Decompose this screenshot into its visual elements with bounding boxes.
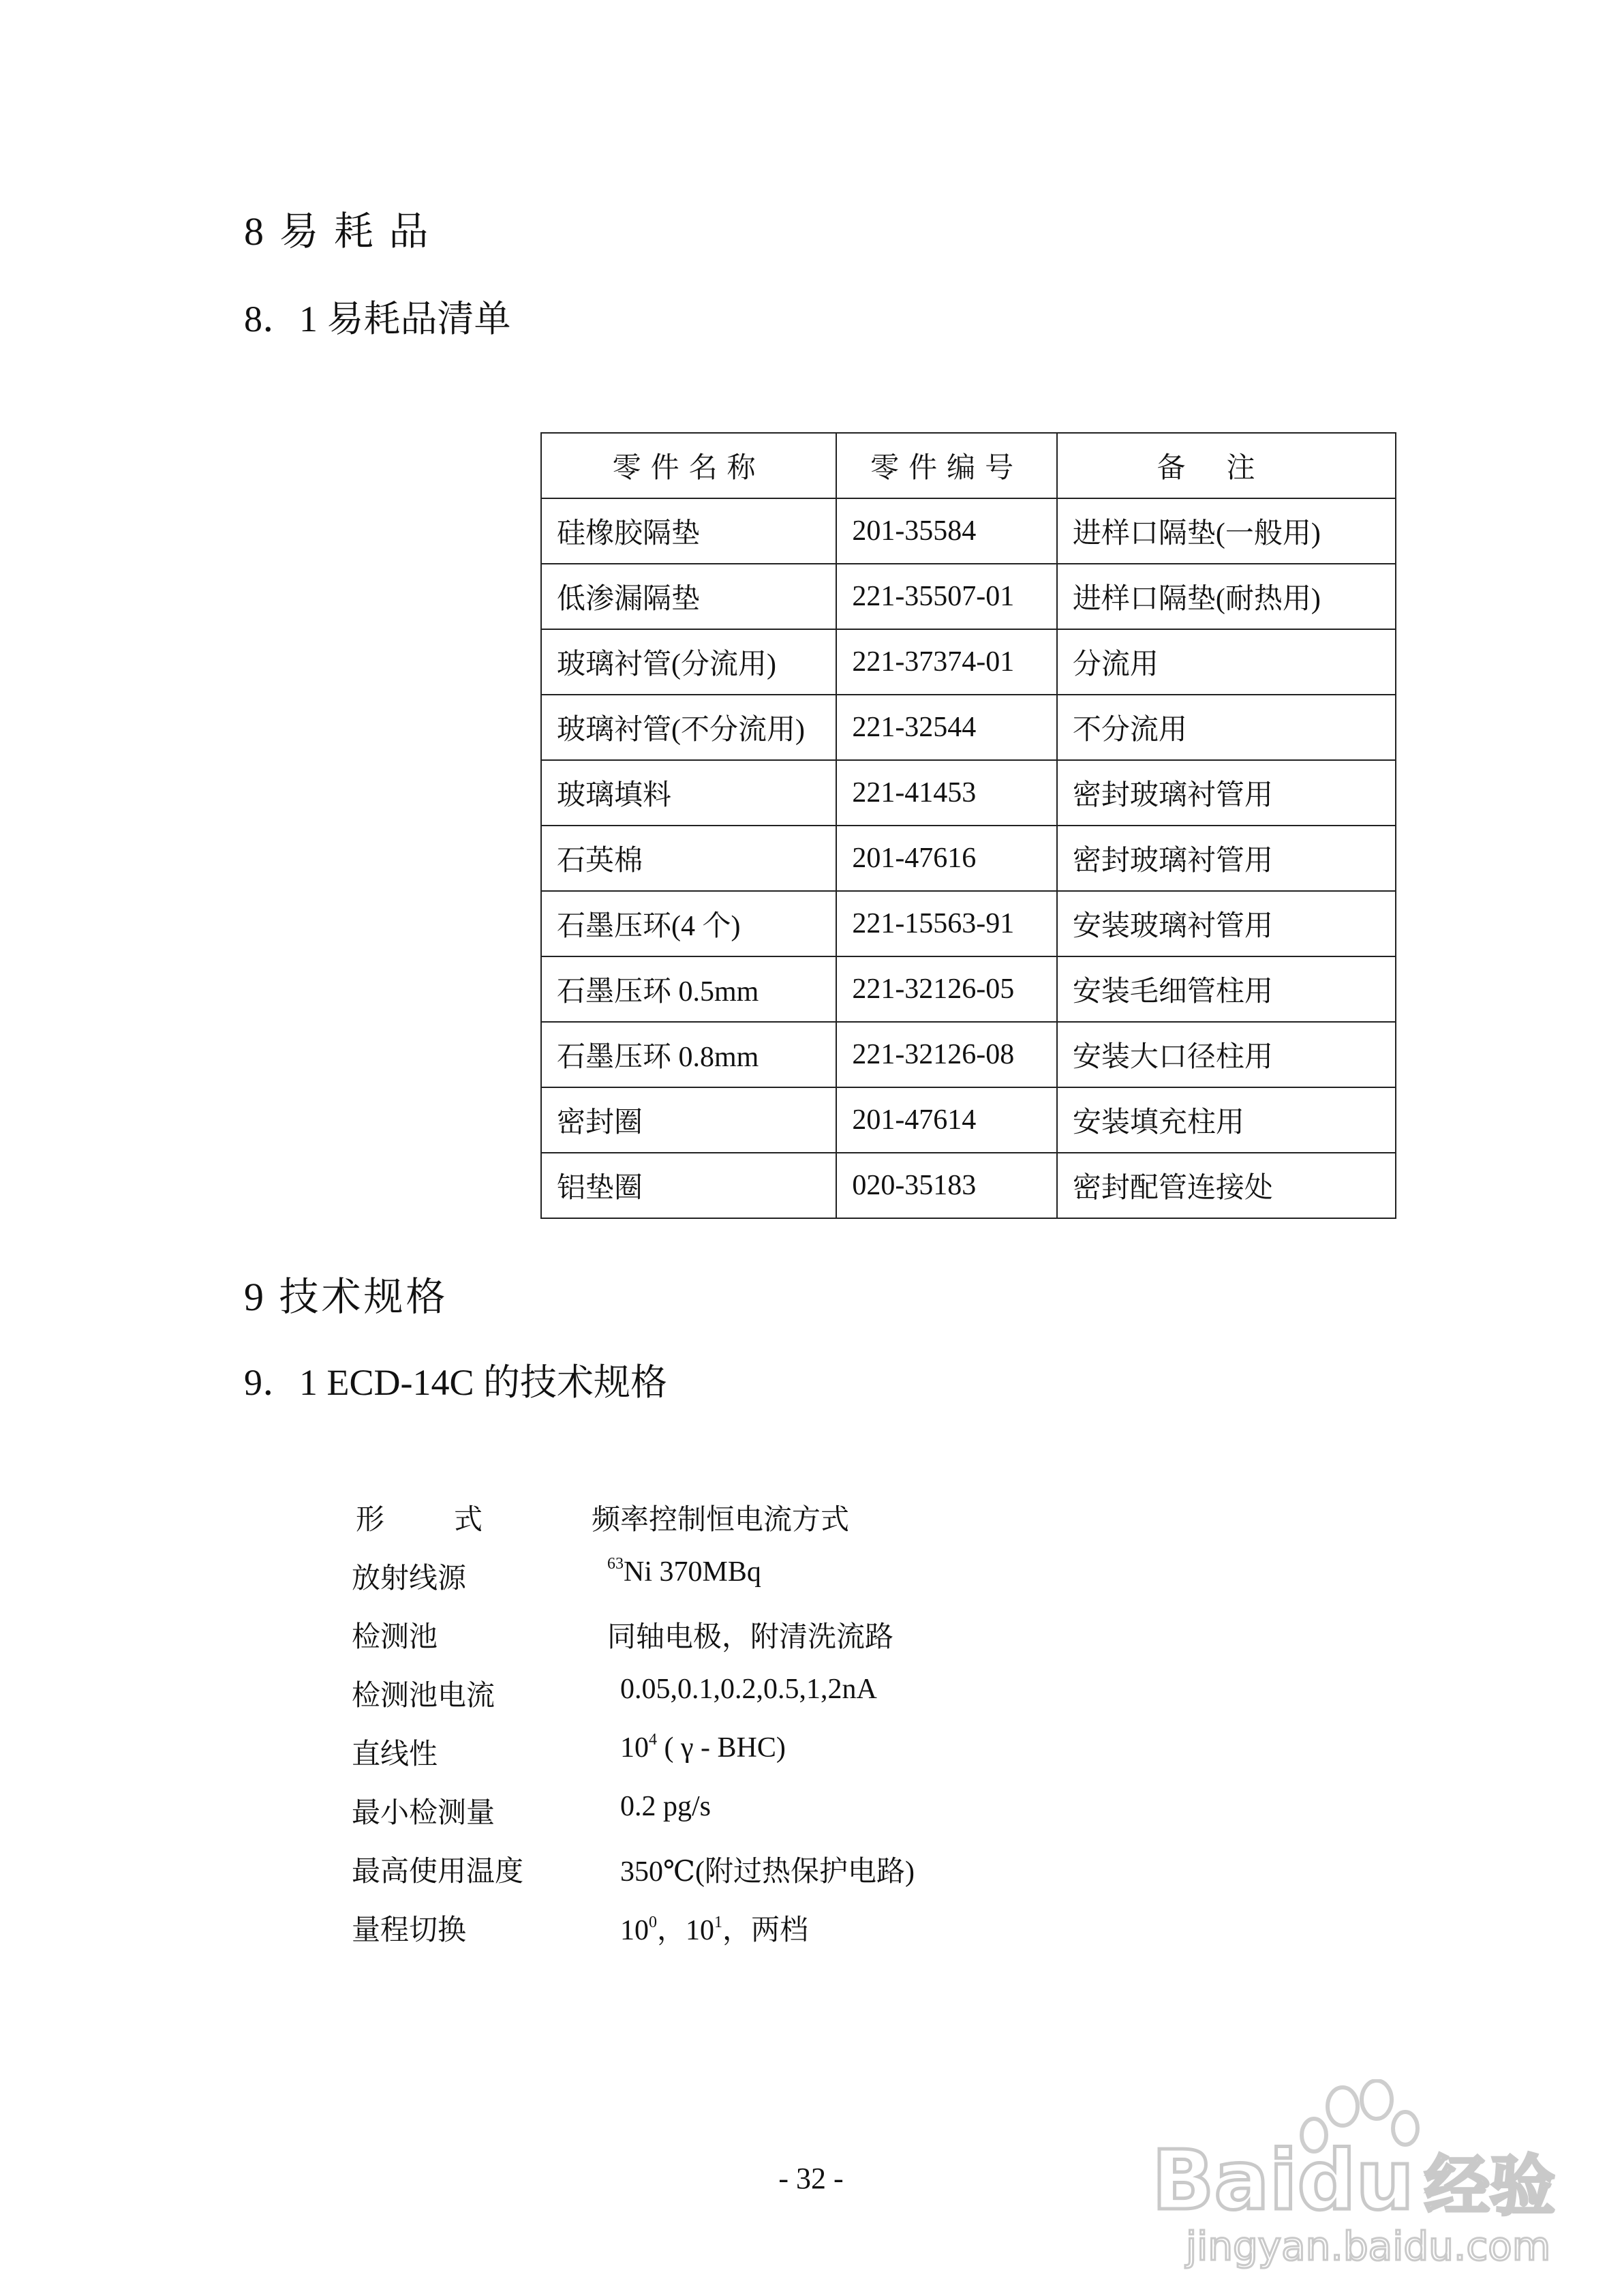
header-part-number: 零件编号	[836, 433, 1057, 498]
cell-remarks: 密封玻璃衬管用	[1057, 826, 1396, 891]
table-row	[541, 564, 1396, 629]
cell-remarks: 不分流用	[1057, 695, 1396, 760]
spec-value: 0.05,0.1,0.2,0.5,1,2nA	[620, 1674, 877, 1705]
section-heading-9-1: 9．1 ECD-14C 的技术规格	[244, 1362, 667, 1403]
cell-part-name: 玻璃衬管(分流用)	[541, 629, 836, 695]
spec-value-text: ( γ - BHC)	[657, 1732, 786, 1764]
page-number: - 32 -	[778, 2162, 844, 2195]
cell-remarks: 分流用	[1057, 629, 1396, 695]
watermark-cn: 经验	[1424, 2148, 1555, 2224]
spec-key: 最高使用温度	[352, 1856, 524, 1888]
spec-value-exponent: 1	[714, 1914, 723, 1931]
table-row	[541, 891, 1396, 956]
cell-part-number: 221-35507-01	[836, 564, 1057, 629]
spec-key: 检测池电流	[352, 1680, 495, 1712]
cell-part-number: 221-32126-05	[836, 956, 1057, 1022]
cell-part-number: 020-35183	[836, 1153, 1057, 1218]
spec-value-base: 10	[620, 1732, 649, 1764]
cell-part-name: 低渗漏隔垫	[541, 564, 836, 629]
cell-part-number: 221-41453	[836, 760, 1057, 826]
table-row	[541, 1153, 1396, 1218]
table-body	[541, 498, 1396, 1218]
cell-part-number: 201-35584	[836, 498, 1057, 564]
spec-key: 量程切换	[352, 1915, 467, 1946]
spec-value: 350℃(附过热保护电路)	[620, 1856, 915, 1888]
cell-remarks: 进样口隔垫(一般用)	[1057, 498, 1396, 564]
section-heading-9: 9 技术规格	[244, 1275, 448, 1319]
table-row	[541, 1087, 1396, 1153]
spec-key: 检测池	[352, 1622, 438, 1653]
cell-part-name: 石墨压环 0.8mm	[541, 1022, 836, 1087]
spec-value: 同轴电极，附清洗流路	[607, 1622, 894, 1653]
table-row	[541, 498, 1396, 564]
spec-value-text: Ni 370MBq	[624, 1556, 761, 1588]
table-header-row	[541, 433, 1396, 498]
spec-value-text: ，两档	[722, 1915, 809, 1946]
cell-part-name: 石墨压环 0.5mm	[541, 956, 836, 1022]
watermark-url: jingyan.baidu.com	[1186, 2223, 1551, 2269]
cell-part-name: 玻璃衬管(不分流用)	[541, 695, 836, 760]
spec-value-exponent: 4	[649, 1731, 657, 1749]
header-remarks: 备注	[1057, 433, 1396, 498]
cell-part-number: 221-32544	[836, 695, 1057, 760]
cell-part-number: 221-37374-01	[836, 629, 1057, 695]
table-row	[541, 695, 1396, 760]
cell-part-number: 221-32126-08	[836, 1022, 1057, 1087]
spec-key: 直线性	[352, 1739, 438, 1770]
cell-part-number: 201-47616	[836, 826, 1057, 891]
consumables-table	[540, 432, 1396, 1219]
cell-remarks: 安装大口径柱用	[1057, 1022, 1396, 1087]
header-part-name: 零件名称	[541, 433, 836, 498]
baidu-jingyan-watermark	[1138, 2079, 1561, 2270]
watermark-brand: Baidu	[1152, 2134, 1414, 2229]
spec-value	[620, 1907, 808, 1948]
table-row	[541, 760, 1396, 826]
cell-remarks: 密封玻璃衬管用	[1057, 760, 1396, 826]
cell-part-name: 石墨压环(4 个)	[541, 891, 836, 956]
cell-remarks: 密封配管连接处	[1057, 1153, 1396, 1218]
spec-value-exponent: 0	[649, 1914, 657, 1931]
spec-value: 0.2 pg/s	[620, 1791, 711, 1822]
spec-value	[620, 1732, 786, 1764]
table-row	[541, 1022, 1396, 1087]
section-heading-8: 8 易 耗 品	[244, 209, 431, 254]
cell-part-name: 密封圈	[541, 1087, 836, 1153]
cell-remarks: 安装填充柱用	[1057, 1087, 1396, 1153]
spec-key: 最小检测量	[352, 1798, 495, 1829]
cell-remarks: 安装玻璃衬管用	[1057, 891, 1396, 956]
cell-part-name: 石英棉	[541, 826, 836, 891]
table-row	[541, 956, 1396, 1022]
spec-key: 放射线源	[352, 1563, 467, 1595]
spec-key: 形 式	[356, 1505, 487, 1536]
table-row	[541, 826, 1396, 891]
section-heading-8-1: 8．1 易耗品清单	[244, 299, 511, 339]
cell-part-number: 221-15563-91	[836, 891, 1057, 956]
spec-value	[607, 1556, 761, 1588]
spec-value-base: ，10	[657, 1915, 715, 1946]
cell-part-name: 铝垫圈	[541, 1153, 836, 1218]
cell-part-name: 玻璃填料	[541, 760, 836, 826]
isotope-mass-number: 63	[607, 1555, 624, 1573]
spec-value: 频率控制恒电流方式	[592, 1505, 850, 1536]
cell-remarks: 进样口隔垫(耐热用)	[1057, 564, 1396, 629]
cell-part-name: 硅橡胶隔垫	[541, 498, 836, 564]
cell-part-number: 201-47614	[836, 1087, 1057, 1153]
spec-value-base: 10	[620, 1915, 649, 1946]
table-row	[541, 629, 1396, 695]
cell-remarks: 安装毛细管柱用	[1057, 956, 1396, 1022]
